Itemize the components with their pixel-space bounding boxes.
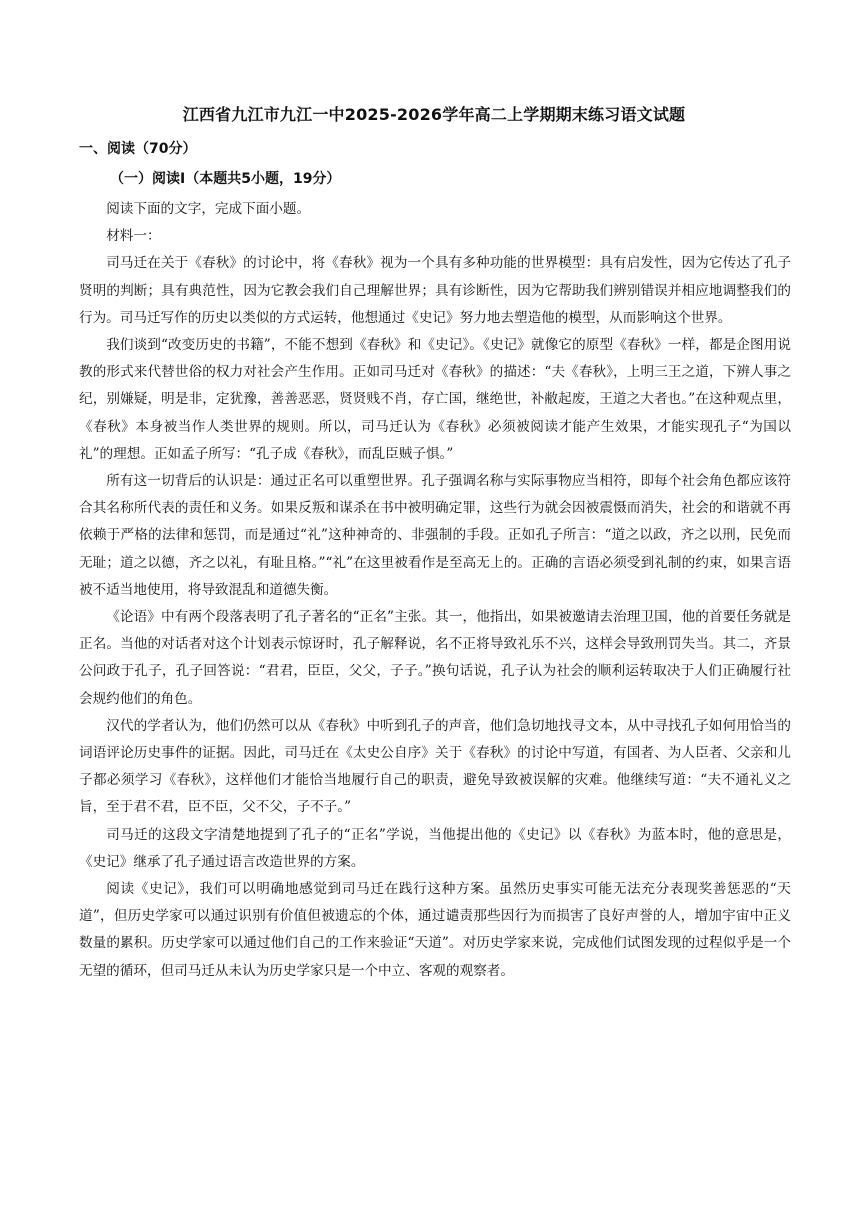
paragraph: 阅读《史记》，我们可以明确地感觉到司马迁在践行这种方案。虽然历史事实可能无法充分表现奖善惩恶的“天道”，但历史学家可以通过识别有价值但被遗忘的个体，通过谴责那些因行为而损害了良好声誉的人，增加宇宙中正义数量的累积。历史学家可以通过他们自己的工作来验证“天道”。对历史学家来说，完成他们试图发现的过程似乎是一个无望的循环，但司马迁从未认为历史学家只是一个中立、客观的观察者。 <box>79 881 791 979</box>
section-heading: 一、阅读（70分） <box>79 141 197 157</box>
paragraph: 我们谈到“改变历史的书籍”，不能不想到《春秋》和《史记》。《史记》就像它的原型《春秋》一样，都是企图用说教的形式来代替世俗的权力对社会产生作用。正如司马迁对《春秋》的描述：“夫《春秋》，上明三王之道，下辨人事之纪，别嫌疑，明是非，定犹豫，善善恶恶，贤贤贱不肖，存亡国，继绝世，补敝起废，王道之大者也。”在这种观点里，《春秋》本身被当作人类世界的规则。所以，司马迁认为《春秋》必须被阅读才能产生效果，才能实现孔子“为国以礼”的理想。正如孟子所写：“孔子成《春秋》，而乱臣贼子惧。” <box>79 337 791 462</box>
paragraph: 《论语》中有两个段落表明了孔子著名的“正名”主张。其一，他指出，如果被邀请去治理卫国，他的首要任务就是正名。当他的对话者对这个计划表示惊讶时，孔子解释说，名不正将导致礼乐不兴，这样会导致刑罚失当。其二，齐景公问政于孔子，孔子回答说：“君君，臣臣，父父，子子。”换句话说，孔子认为社会的顺利运转取决于人们正确履行社会规约他们的角色。 <box>79 609 791 707</box>
paragraph: 汉代的学者认为，他们仍然可以从《春秋》中听到孔子的声音，他们急切地找寻文本，从中寻找孔子如何用恰当的词语评论历史事件的证据。因此，司马迁在《太史公自序》关于《春秋》的讨论中写道，有国者、为人臣者、父亲和儿子都必须学习《春秋》，这样他们才能恰当地履行自己的职责，避免导致被误解的灾难。他继续写道：“夫不通礼义之旨，至于君不君，臣不臣，父不父，子不子。” <box>79 717 791 816</box>
paragraph: 阅读下面的文字，完成下面小题。 <box>106 201 311 217</box>
document-title: 江西省九江市九江一中2025-2026学年高二上学期期末练习语文试题 <box>182 105 686 124</box>
paragraph: 所有这一切背后的认识是：通过正名可以重塑世界。孔子强调名称与实际事物应当相符，即每个社会角色都应该符合其名称所代表的责任和义务。如果反叛和谋杀在书中被明确定罪，这些行为就会因被震慑而消失，社会的和谐就不再依赖于严格的法律和惩罚，而是通过“礼”这种神奇的、非强制的手段。正如孔子所言：“道之以政，齐之以刑，民免而无耻；道之以德，齐之以礼，有耻且格。”“礼”在这里被看作是至高无上的。正确的言语必须受到礼制的约束，如果言语被不适当地使用，将导致混乱和道德失衡。 <box>79 473 791 598</box>
passage-body <box>79 196 791 985</box>
paragraph: 司马迁在关于《春秋》的讨论中，将《春秋》视为一个具有多种功能的世界模型：具有启发性，因为它传达了孔子贤明的判断；具有典范性，因为它教会我们自己理解世界；具有诊断性，因为它帮助我们辨别错误并相应地调整我们的行为。司马迁写作的历史以类似的方式运转，他想通过《史记》努力地去塑造他的模型，从而影响这个世界。 <box>79 255 791 326</box>
paragraph: 材料一： <box>106 228 161 245</box>
paragraph: 司马迁的这段文字清楚地提到了孔子的“正名”学说，当他提出他的《史记》以《春秋》为蓝本时，他的意思是，《史记》继承了孔子通过语言改造世界的方案。 <box>79 826 791 870</box>
subsection-heading: （一）阅读I（本题共5小题，19分） <box>110 171 341 187</box>
